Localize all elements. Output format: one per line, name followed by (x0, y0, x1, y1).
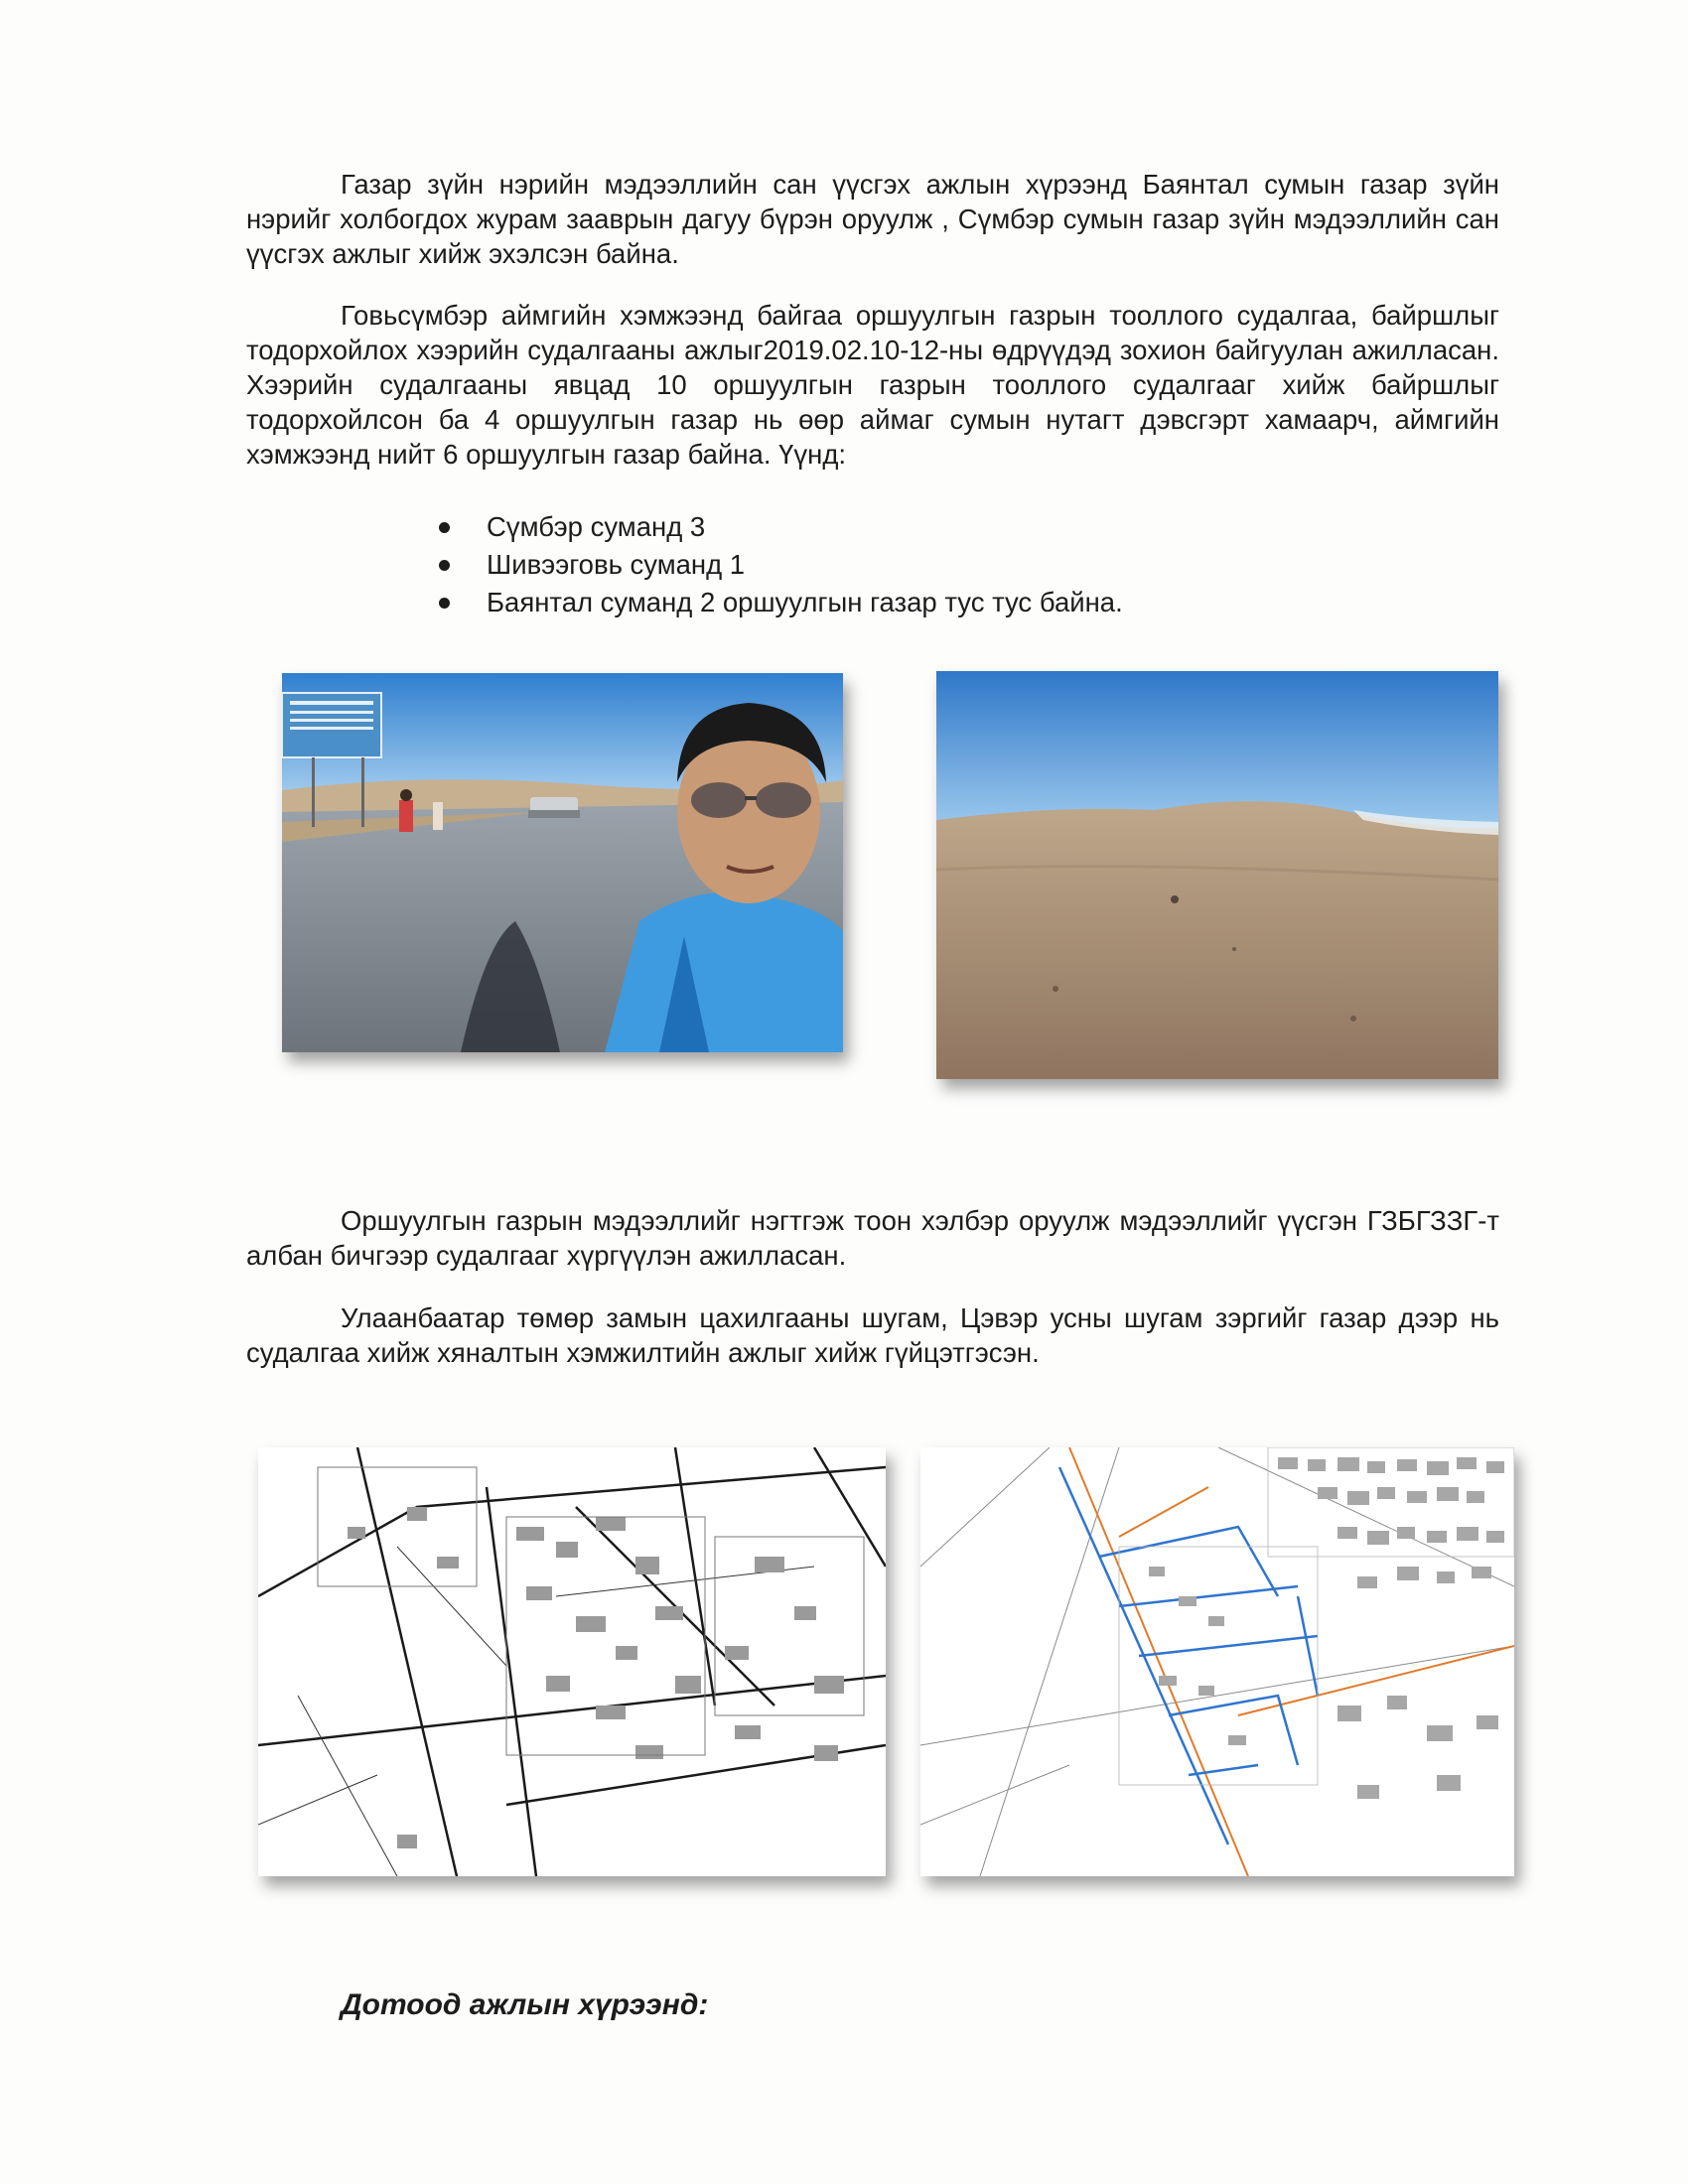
section-heading: Дотоод ажлын хүрээнд: (341, 1988, 709, 2021)
paragraph-utility-lines: Улаанбаатар төмөр замын цахилгааны шугам, Цэвэр усны шугам зэргийг газар дээр нь судалгаа хийж хяналтын хэмжилтийн ажлыг хийж гүйцэтгэсэн. (246, 1302, 1499, 1368)
list-item-text: Шивээговь суманд 1 (487, 549, 746, 580)
list-item (427, 584, 1123, 621)
list-item (427, 546, 1123, 584)
cemetery-list (427, 508, 1123, 621)
bullet-icon (439, 522, 450, 533)
list-item-text: Баянтал суманд 2 оршуулгын газар тус тус байна. (487, 587, 1123, 617)
steppe-landscape-photo (936, 671, 1498, 1079)
paragraph-geonames: Газар зүйн нэрийн мэдээллийн сан үүсгэх ажлын хүрээнд Баянтал сумын газар зүйн нэрийг холбогдох журам зааврын дагуу бүрэн оруулж , Сүмбэр сумын газар зүйн мэдээллийн сан үүсгэх ажлыг хийж эхэлсэн байна. (246, 169, 1499, 269)
list-item (427, 508, 1123, 546)
cadastral-map-image (258, 1447, 886, 1876)
bullet-icon (439, 598, 450, 609)
bullet-icon (439, 560, 450, 571)
paragraph-cemetery-survey: Говьсүмбэр аймгийн хэмжээнд байгаа оршуулгын газрын тооллого судалгаа, байршлыг тодорхойлох хээрийн судалгааны ажлыг2019.02.10-12-ны өдрүүдэд зохион байгуулан ажилласан. Хээрийн судалгааны явцад 10 оршуулгын газрын тооллого судалгааг хийж байршлыг тодорхойлсон ба 4 оршуулгын газар нь өөр аймаг сумын нутагт дэвсгэрт хамаарч, аймгийн хэмжээнд нийт 6 оршуулгын газар байна. Үүнд: (246, 300, 1499, 470)
list-item-text: Сүмбэр суманд 3 (487, 511, 706, 542)
paragraph-cemetery-data: Оршуулгын газрын мэдээллийг нэгтгэж тоон хэлбэр оруулж мэдээллийг үүсгэн ГЗБГЗЗГ-т албан бичгээр судалгааг хүргүүлэн ажилласан. (246, 1205, 1499, 1271)
utility-lines-map-image (920, 1447, 1514, 1876)
field-selfie-photo (282, 673, 843, 1052)
